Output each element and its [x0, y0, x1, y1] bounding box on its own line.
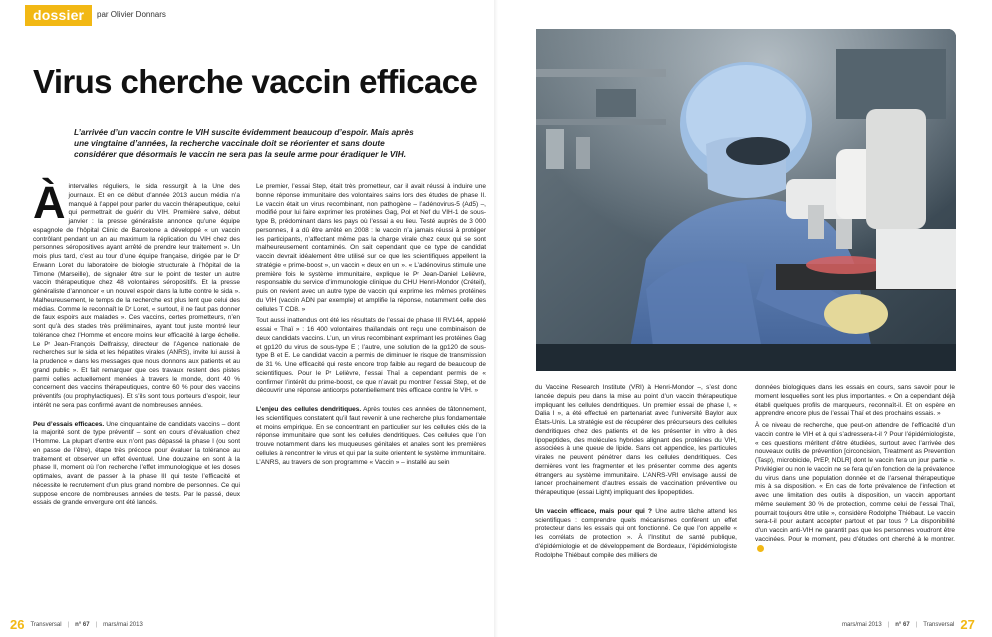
article-title: Virus cherche vaccin efficace	[33, 63, 478, 100]
end-mark-icon	[757, 545, 764, 552]
issue-number: n° 67	[75, 621, 90, 628]
issue-date: mars/mai 2013	[103, 621, 143, 628]
paragraph: Le premier, l’essai Step, était très prometteur, car il avait réussi à induire une bonne réponse immunitaire des volontaires sains lors des études de phase II. Le vaccin était un virus recombinant, non pathogène – l’adénovirus-5 (Ad5) –, modifié pour lui faire exprimer les protéines Gag, Pol et Nef du VIH-1 de sous-type B, prédominant dans les pays où l’essai a eu lieu. Testé auprès de 3 000 personnes, il a dû être arrêté en 2008 : le vaccin n’a jamais réussi à protéger les participants, n’affectant même pas la charge virale chez ceux qui se sont malheureusement contaminés. On sait cependant que ce type de candidat vaccin devrait idéalement être utilisé sur ce que les scientifiques appellent la stratégie « prime-boost », un vaccin « deux en un ». « L’adénovirus stimule une première fois le système immunitaire, explique le Pʳ Jean-Daniel Lelièvre, responsable du service d’immunologie clinique du CHU Henri-Mondor (Créteil), puis on revient avec un autre type de vaccin qui exprime les mêmes protéines du VIH (vaccin ADN par exemple) et amplifie la réponse, notamment celle des cellules T CD8. »	[256, 183, 486, 313]
section-rubric: dossier	[25, 5, 92, 26]
footer-left: 26 Transversal | n° 67 | mars/mai 2013	[10, 617, 143, 632]
paragraph: données biologiques dans les essais en cours, sans savoir pour le moment lesquelles sont les plus importantes. « On a cependant déjà établi quelques profils de marqueurs, reconnaît-il. Et on espère en apprendre encore plus de l’essai Thaï et des prochains essais. »	[755, 384, 955, 418]
text-column-1	[33, 177, 240, 511]
paragraph: L’enjeu des cellules dendritiques. Après toutes ces années de tâtonnement, les scientifiques constatent qu’il faut revenir à une recherche plus fondamentale et moins empirique. En se concentrant en particulier sur les cellules clés de la réponse immunitaire que sont les cellules dendritiques. Ces cellules que l’on trouve notamment dans les muqueuses génitales et anales sont les premières cellules à rencontrer le virus et qui par la suite orientent le système immunitaire. L’ANRS, au travers de son programme « Vaccin » – installé au sein	[256, 406, 486, 466]
issue-number: n° 67	[895, 621, 910, 628]
author-byline: par Olivier Donnars	[97, 10, 166, 19]
paragraph: Àintervalles réguliers, le sida ressurgit à la Une des journaux. Et en ce début d’année 2013 aucun média n’a manqué à l’appel pour parler du vaccin thérapeutique, celui qui permettrait de guérir du VIH. Première salve, début janvier : la presse généraliste annonce qu’une équipe espagnole de l’hôpital Clinic de Barcelone a développé « un vaccin contrôlant pendant un an au maximum la réplication du VIH chez des personnes séropositives ayant arrêté de prendre leur traitement ». Un mois plus tard, c’est au tour d’une équipe française, dirigée par le Dʳ Erwann Loret du laboratoire de biologie structurale à l’hôpital de la Timone (Marseille), de signaler être sur le point de tester un autre vaccin thérapeutique chez 48 volontaires séropositifs. Et la presse généraliste d’annoncer « un nouvel espoir dans la lutte contre le sida ». Malheureusement, le temps de la recherche est plus lent que celui des médias. Comme le reconnaît le Dʳ Loret, « surtout, il ne faut pas donner de faux espoirs aux malades ». Ces vaccins, certes prometteurs, n’en sont qu’à des stades très préliminaires, ayant tout juste montré leur tolérance chez l’Homme et encore moins leur efficacité à large échelle. Le Pʳ Jean-François Delfraissy, directeur de l’Agence nationale de recherches sur le sida et les hépatites virales (ANRS), invite lui aussi à la prudence « dans les messages que nous donnons aux patients et au grand public ». Et fait remarquer que ces travaux restent des pistes parmi celles actuellement menées à travers le monde, dont 40 % concernent des vaccins thérapeutiques, contre 60 % pour des vaccins préventifs (ou prophylactiques). Et s’ils sont tous porteurs d’espoir, leur intérêt ne sera pas confirmé avant de nombreuses années.	[33, 177, 240, 409]
magazine-name: Transversal	[923, 621, 955, 628]
paragraph: du Vaccine Research Institute (VRI) à Henri-Mondor –, s’est donc lancée depuis peu dans la mise au point d’un vaccin thérapeutique impliquant les cellules dendritiques. Un premier essai de phase I, « Dalia I », a été effectué en partenariat avec l’université Baylor aux États-Unis. La stratégie est de récupérer des précurseurs des cellules dendritiques chez des patients et de les présenter in vitro à des lipopeptides, des molécules hybrides alignant des protéines du VIH, associées à une queue de lipide. Sans cet appendice, les particules virales ne peuvent pénétrer dans les cellules dendritiques. Ces dernières vont les fragmenter et les présenter comme des agents étrangers au système immunitaire. L’ANRS-VRI envisage aussi de lancer prochainement d’autres essais de vaccination préventive ou thérapeutique (essai Light) impliquant des lipopeptides.	[535, 384, 737, 496]
page-number: 27	[960, 617, 975, 632]
page-number: 26	[10, 617, 25, 632]
magazine-name: Transversal	[30, 621, 62, 628]
text-column-4	[755, 384, 955, 556]
text-column-3	[535, 384, 737, 563]
paragraph: Tout aussi inattendus ont été les résultats de l’essai de phase III RV144, appelé essai « Thaï » : 16 400 volontaires thaïlandais ont reçu une combinaison de deux candidats vaccins. L’un, un virus recombinant exprimant les protéines Gag et gp120 du virus de sous-type E ; l’autre, une solution de la gp120 de sous-type B et E. Le candidat vaccin a permis de diminuer le risque de transmission de 31 %. Une efficacité qui reste encore trop faible au regard de beaucoup de scientifiques. Pour le Pʳ Lelièvre, l’essai Thaï a cependant permis de « confirmer l’intérêt du prime-boost, ce que n’avait pu montrer l’essai Step, et de découvrir une réponse anticorps potentiellement très efficace contre le VIH. »	[256, 317, 486, 395]
issue-date: mars/mai 2013	[842, 621, 882, 628]
paragraph: À ce niveau de recherche, que peut-on attendre de l’efficacité d’un vaccin contre le VIH et à qui s’adressera-t-il ? Pour l’épidémiologiste, « ces questions méritent d’être étudiées, surtout avec l’arrivée des nouveaux outils de prévention [circoncision, Treatment as Prevention (Tasp), microbicide, PrEP, NDLR] dont le vaccin fera un jour partie ». Privilégier ou non le vaccin ne se fera qu’en fonction de la prévalence du virus dans une population donnée et de l’arsenal thérapeutique mis à sa disposition. « En cas de forte prévalence de l’infection et avec une limitation des outils à disposition, un vaccin apportant même seulement 30 % de protection, comme celui de l’essai Thaï, pourrait toujours être utile », considère Rodolphe Thiébaut. Le vaccin sera-t-il pour autant accepter partout et par tous ? La disponibilité d’un vaccin anti-VIH ne garantit pas que les personnes voudront être vaccinées. Pour le moment, peu d’études ont cherché à le montrer.	[755, 422, 955, 553]
subheading: Peu d’essais efficaces.	[33, 420, 105, 428]
paragraph: Un vaccin efficace, mais pour qui ? Une autre tâche attend les scientifiques : comprendre quels mécanismes confèrent un effet protecteur dans les essais qui ont fonctionné. Ce que l’on appelle « les corrélats de protection ». À l’Institut de santé publique, d’épidémiologie et de développement de Bordeaux, l’épidémiologiste Rodolphe Thiébaut compile des milliers de	[535, 507, 737, 559]
paragraph: Peu d’essais efficaces. Une cinquantaine de candidats vaccins – dont la majorité sont de type préventif – sont en cours d’évaluation chez l’Homme. La plupart d’entre eux n’ont pas dépassé la phase I (ou sont en passe de l’être), étape très précoce pour évaluer la tolérance au traitement et observer un effet éventuel. Une douzaine en sont à la phase II, moment où l’on recherche l’effet immunologique et les doses optimales, avant de passer à la phase III qui teste l’efficacité et nécessite le recrutement d’un plus grand nombre de personnes. Ce qui suppose encore de nombreuses années de tests. Par le passé, deux essais de grande envergure ont été lancés.	[33, 420, 240, 507]
text-column-2	[256, 183, 486, 470]
article-lead: L’arrivée d’un vaccin contre le VIH suscite évidemment beaucoup d’espoir. Mais après une vingtaine d’années, la recherche vaccinale doit se réorienter et sans doute considérer que désormais le vaccin ne sera pas la seule arme pour éradiquer le VIH.	[74, 127, 414, 159]
footer-right: mars/mai 2013 | n° 67 | Transversal 27	[842, 617, 975, 632]
drop-cap: À	[33, 177, 66, 228]
subheading: L’enjeu des cellules dendritiques.	[256, 406, 362, 413]
subheading: Un vaccin efficace, mais pour qui ?	[535, 507, 653, 515]
